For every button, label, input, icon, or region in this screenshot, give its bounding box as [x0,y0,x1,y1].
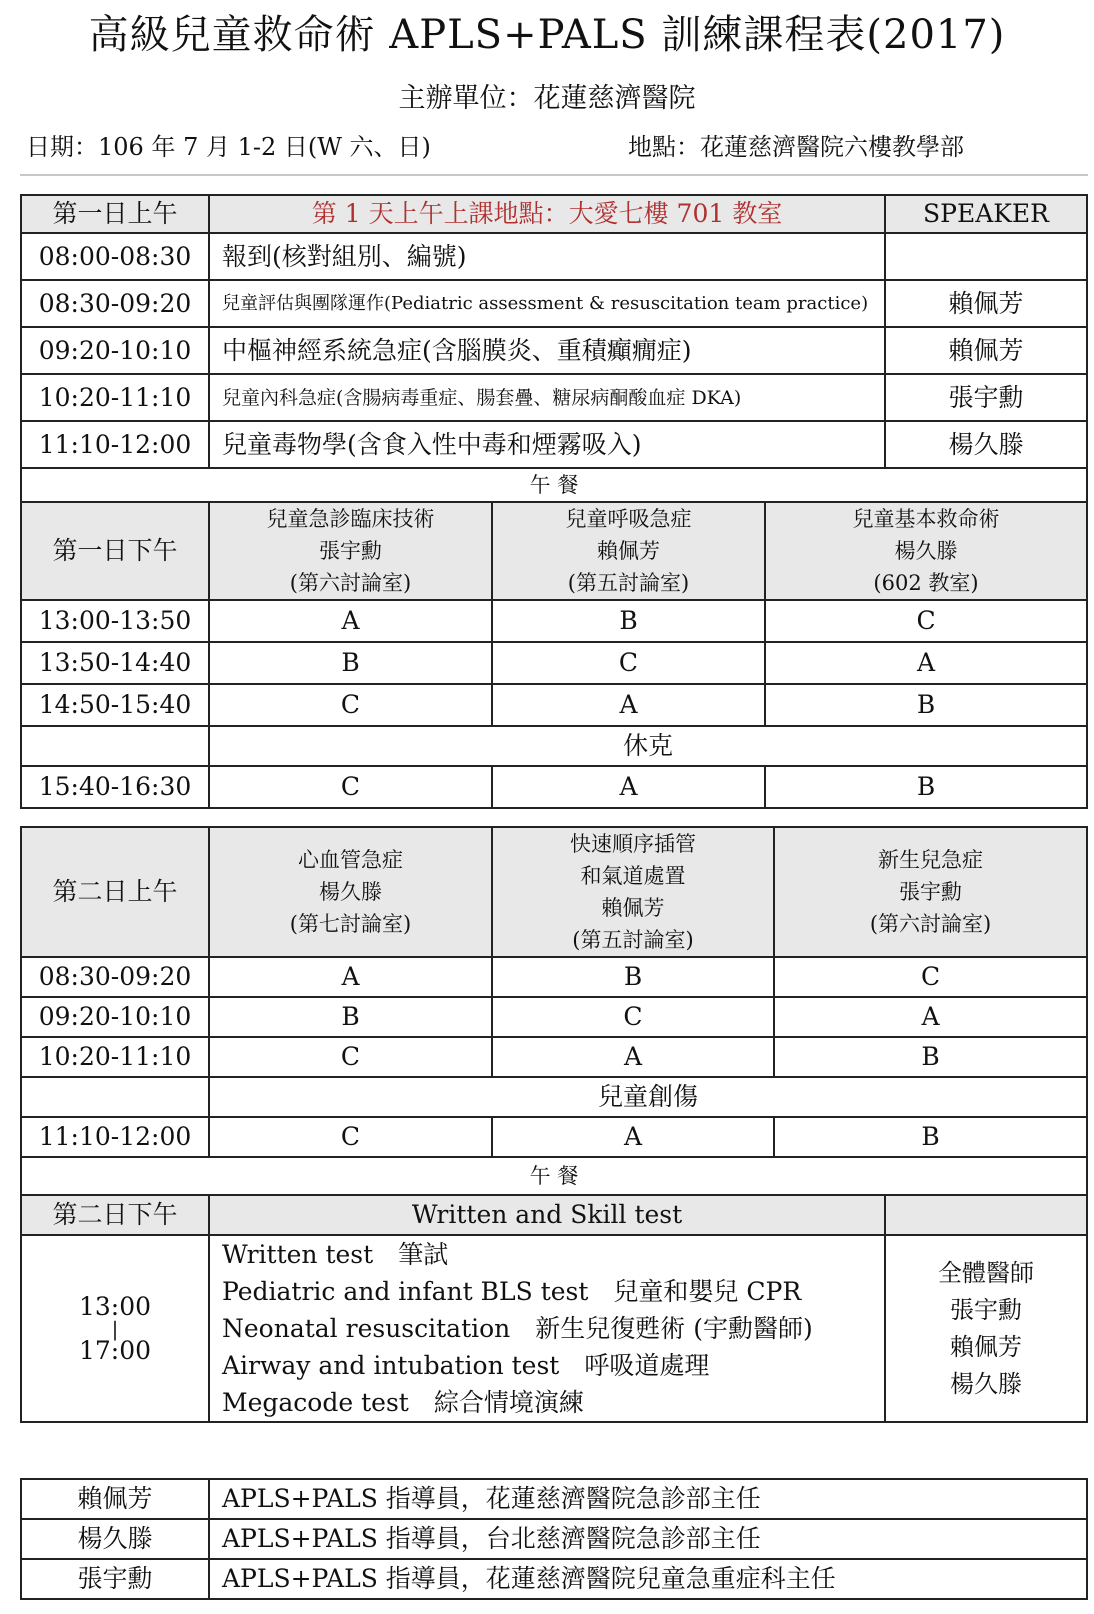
time-cell: 08:00-08:30 [21,233,209,280]
test-speakers [885,1235,1087,1422]
station-header [209,827,492,957]
day1-schedule-table [20,194,1088,809]
station-room: (第六討論室) [869,912,992,936]
station-teacher: 賴佩芳 [597,539,660,563]
group-cell: B [774,1117,1087,1157]
station-header [492,827,774,957]
group-cell: B [492,600,765,642]
faculty-role: APLS+PALS 指導員，花蓮慈濟醫院兒童急重症科主任 [209,1559,1087,1599]
organizer: 主辦單位：花蓮慈濟醫院 [398,83,696,114]
day2-pm-label: 第二日下午 [21,1195,209,1235]
group-cell: A [209,957,492,997]
group-cell: A [774,997,1087,1037]
group-cell: C [492,642,765,684]
topic-cell: 兒童評估與團隊運作(Pediatric assessment & resuscitation team practice) [209,280,885,327]
group-cell: B [765,684,1087,726]
station-room: (602 教室) [873,571,979,595]
lunch-row: 午 餐 [21,1157,1087,1195]
station-teacher: 張宇勳 [319,539,382,563]
list-item: Megacode test 綜合情境演練 [222,1388,584,1417]
faculty-table [20,1478,1088,1600]
speaker-cell: 賴佩芳 [885,280,1087,327]
group-cell: A [492,684,765,726]
time-cell: 09:20-10:10 [21,997,209,1037]
test-list [209,1235,885,1422]
trauma-row: 兒童創傷 [209,1077,1087,1117]
header-divider [20,174,1088,176]
empty-time-cell [21,726,209,766]
group-cell: A [492,766,765,808]
station-header [209,502,492,600]
table-row [21,600,1087,642]
group-cell: A [492,1117,774,1157]
station-name: 兒童基本救命術 [852,507,1000,531]
faculty-role: APLS+PALS 指導員，花蓮慈濟醫院急診部主任 [209,1479,1087,1519]
group-cell: C [209,684,492,726]
station-room: (第五討論室) [572,928,694,952]
topic-cell: 報到(核對組別、編號) [209,233,885,280]
group-cell: B [209,642,492,684]
day1-am-label: 第一日上午 [21,195,209,233]
list-item: Neonatal resuscitation 新生兒復甦術 (宇勳醫師) [222,1314,813,1343]
speaker-cell: 楊久滕 [885,421,1087,468]
group-cell: B [774,1037,1087,1077]
time-cell: 08:30-09:20 [21,957,209,997]
station-room: (第七討論室) [289,912,412,936]
station-room: (第六討論室) [289,571,412,595]
group-cell: A [765,642,1087,684]
table-row [21,280,1087,327]
faculty-name: 賴佩芳 [21,1479,209,1519]
speaker-name: 張宇勳 [950,1295,1022,1324]
station-name: 新生兒急症 [878,848,983,872]
station-name: 兒童呼吸急症 [565,507,692,531]
empty-time-cell [21,1077,209,1117]
table-row [21,642,1087,684]
group-cell: C [209,1117,492,1157]
station-name: 心血管急症 [298,848,403,872]
group-cell: C [765,600,1087,642]
table-row [21,1117,1087,1157]
table-row [21,1559,1087,1599]
time-cell: 10:20-11:10 [21,374,209,421]
time-cell: 11:10-12:00 [21,421,209,468]
list-item: Pediatric and infant BLS test 兒童和嬰兒 CPR [222,1277,802,1306]
table-row [21,1519,1087,1559]
speaker-name: 全體醫師 [938,1258,1034,1287]
test-end-time: 17:00 [78,1335,152,1365]
station-teacher: 賴佩芳 [601,896,665,920]
table-row [21,957,1087,997]
group-cell: C [209,766,492,808]
table-row [21,684,1087,726]
station-header [774,827,1087,957]
faculty-name: 張宇勳 [21,1559,209,1599]
speaker-name: 賴佩芳 [950,1332,1022,1361]
test-header: Written and Skill test [209,1195,885,1235]
speaker-cell: 賴佩芳 [885,327,1087,374]
break-row: 休克 [209,726,1087,766]
day1-pm-label: 第一日下午 [21,502,209,600]
day2-schedule-table [20,826,1088,1423]
test-start-time: 13:00 [78,1291,152,1321]
topic-cell: 中樞神經系統急症(含腦膜炎、重積癲癇症) [209,327,885,374]
station-name: 快速順序插管 [570,832,696,856]
group-cell: C [209,1037,492,1077]
station-name: 兒童急診臨床技術 [266,507,435,531]
table-row [21,374,1087,421]
station-room: (第五討論室) [567,571,690,595]
test-time-cell [21,1235,209,1422]
group-cell: B [492,957,774,997]
topic-cell: 兒童內科急症(含腸病毒重症、腸套疊、糖尿病酮酸血症 DKA) [209,374,885,421]
faculty-name: 楊久滕 [21,1519,209,1559]
speaker-header: SPEAKER [885,195,1087,233]
station-header [765,502,1087,600]
list-item: Airway and intubation test 呼吸道處理 [222,1351,710,1380]
table-row [21,421,1087,468]
time-cell: 13:50-14:40 [21,642,209,684]
table-row [21,1037,1087,1077]
empty-speaker-header [885,1195,1087,1235]
station-teacher: 楊久滕 [894,539,958,563]
time-cell: 15:40-16:30 [21,766,209,808]
topic-cell: 兒童毒物學(含食入性中毒和煙霧吸入) [209,421,885,468]
speaker-cell [885,233,1087,280]
time-cell: 14:50-15:40 [21,684,209,726]
table-row [21,233,1087,280]
group-cell: B [765,766,1087,808]
course-date: 日期：106 年 7 月 1-2 日(W 六、日) [26,133,431,161]
group-cell: A [209,600,492,642]
day1-am-venue: 第 1 天上午上課地點：大愛七樓 701 教室 [209,195,885,233]
table-row [21,766,1087,808]
time-separator: | [111,1316,119,1341]
group-cell: C [774,957,1087,997]
time-cell: 13:00-13:50 [21,600,209,642]
speaker-name: 楊久滕 [950,1369,1022,1398]
speaker-cell: 張宇勳 [885,374,1087,421]
list-item: Written test 筆試 [222,1240,449,1269]
lunch-row: 午 餐 [21,468,1087,502]
station-teacher: 張宇勳 [899,880,962,904]
day2-am-label: 第二日上午 [21,827,209,957]
time-cell: 11:10-12:00 [21,1117,209,1157]
faculty-role: APLS+PALS 指導員，台北慈濟醫院急診部主任 [209,1519,1087,1559]
table-row [21,997,1087,1037]
station-header [492,502,765,600]
station-name: 和氣道處置 [580,864,686,888]
page-title: 高級兒童救命術 APLS+PALS 訓練課程表(2017) [88,12,1006,58]
group-cell: C [492,997,774,1037]
table-row [21,327,1087,374]
time-cell: 10:20-11:10 [21,1037,209,1077]
course-location: 地點：花蓮慈濟醫院六樓教學部 [628,133,964,161]
group-cell: B [209,997,492,1037]
time-cell: 08:30-09:20 [21,280,209,327]
table-row [21,1479,1087,1519]
time-cell: 09:20-10:10 [21,327,209,374]
group-cell: A [492,1037,774,1077]
station-teacher: 楊久滕 [319,880,382,904]
